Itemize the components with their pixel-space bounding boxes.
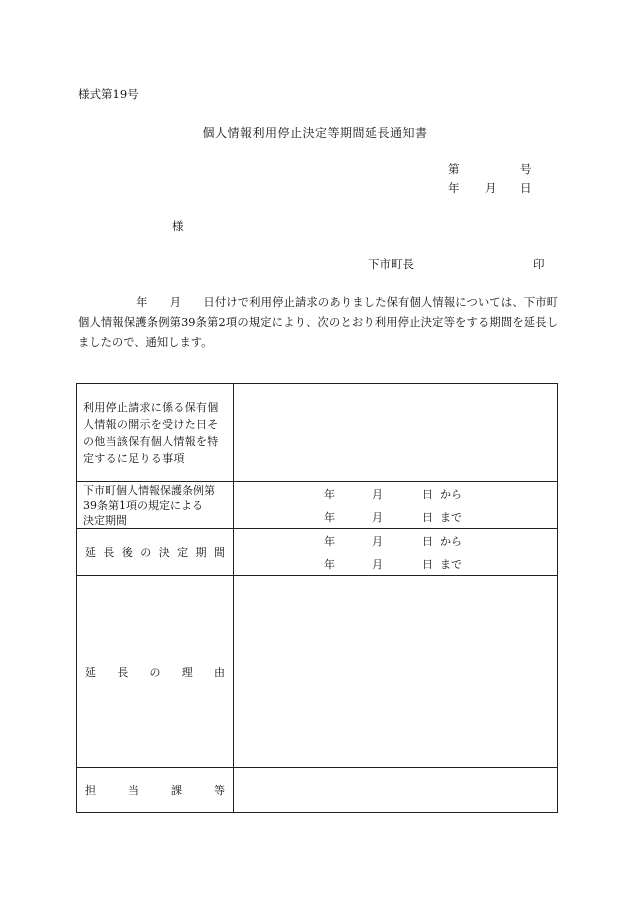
extension-reason-label-cell [77,576,234,768]
date-from: から [440,488,462,501]
decision-period-label-line1: 下市町個人情報保護条例第 [83,483,215,497]
label-char: 決 [158,546,170,559]
extended-period-end [234,552,557,575]
date-year: 年 [324,535,335,548]
date-until: まで [440,558,462,571]
label-char: 課 [171,784,182,797]
notice-body [78,293,558,353]
body-year: 年 [136,296,148,309]
department-label-cell [77,768,234,813]
label-char: 等 [214,784,225,797]
label-char: 間 [213,546,225,559]
table-row [77,529,558,576]
date-month: 月 [372,535,383,548]
extended-period-label-cell [77,529,234,576]
table-row [77,482,558,529]
date-day: 日 [422,511,433,524]
decision-period-end [234,505,557,528]
issue-date-year: 年 [448,181,460,195]
body-month: 月 [169,296,182,309]
extension-reason-label [77,664,233,680]
doc-number-label: 第 [448,162,460,176]
date-day: 日 [422,535,433,548]
extended-period-label [77,544,233,560]
label-char: 期 [195,546,207,559]
decision-period-label-line2: 39条第1項の規定による [83,498,203,512]
date-day: 日 [422,488,433,501]
date-month: 月 [372,558,383,571]
date-from: から [440,535,462,548]
label-char: の [140,546,152,559]
table-row [77,576,558,768]
table-row [77,768,558,813]
decision-period-start [234,482,557,505]
label-char: 由 [214,665,225,679]
issue-date-day: 日 [520,181,532,195]
table-row [77,384,558,482]
date-day: 日 [422,558,433,571]
date-month: 月 [372,511,383,524]
label-char: 担 [85,784,96,797]
extended-period-value[interactable] [234,529,558,576]
date-year: 年 [324,511,335,524]
label-char: 理 [181,665,193,679]
department-value[interactable] [234,768,558,813]
decision-period-label-line3: 決定期間 [83,513,127,527]
decision-period-value[interactable] [234,482,558,529]
date-month: 月 [372,488,383,501]
department-label [77,782,233,798]
request-info-label-cell [77,384,234,482]
label-char: 定 [177,546,189,559]
label-char: 延 [85,546,96,559]
decision-period-label-cell [77,482,234,529]
body-text: 日付けで利用停止請求のありました保有個人情報については、下市町個人情報保護条例第39条第2項の規定により、次のとおり利用停止決定等をする期間を延長しましたので、通知します。 [78,296,558,349]
label-char: 当 [128,784,139,797]
form-number: 様式第19号 [78,87,139,101]
date-year: 年 [324,488,335,501]
addressee-suffix: 様 [172,219,184,233]
extended-period-start [234,529,557,552]
date-until: まで [440,511,462,524]
decision-period-label [77,483,233,528]
info-table [76,383,558,813]
label-char: 後 [121,546,133,559]
label-char: 長 [117,665,129,679]
document-title: 個人情報利用停止決定等期間延長通知書 [202,126,428,140]
request-info-label: 利用停止請求に係る保有個人情報の開示を受けた日その他当該保有個人情報を特定するに足りる事項 [83,400,219,465]
date-year: 年 [324,558,335,571]
extension-reason-value[interactable] [234,576,558,768]
label-char: 長 [103,546,115,559]
doc-number-suffix: 号 [520,162,532,176]
seal-mark: 印 [533,257,545,271]
label-char: の [149,665,161,679]
issue-date-month: 月 [485,181,497,195]
issuer-name: 下市町長 [368,257,414,271]
label-char: 延 [85,665,96,679]
request-info-value[interactable] [234,384,558,482]
